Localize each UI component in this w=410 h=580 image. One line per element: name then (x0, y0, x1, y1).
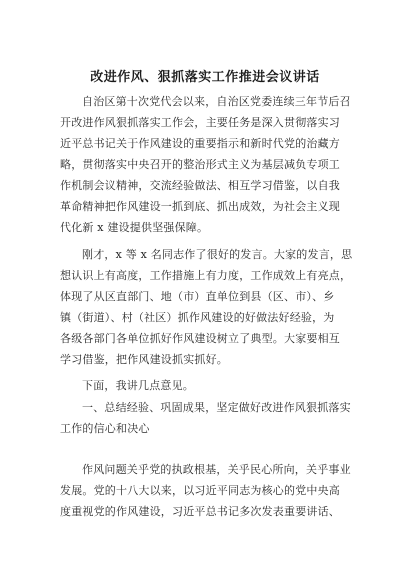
text-line: 革命精神把作风建设一抓到底、抓出成效，为社会主义现 (60, 200, 340, 213)
text-line: 作风问题关乎党的执政根基，关乎民心所向，关乎事业 (82, 463, 351, 476)
paragraph-2 (60, 244, 360, 370)
text-line: 度重视党的作风建设，习近平总书记多次发表重要讲话、 (60, 505, 340, 518)
text-line: 代化新 x 建设提供坚强保障。 (60, 221, 209, 234)
text-line: 近平总书记关于作风建设的重要指示和新时代党的治藏方 (60, 137, 340, 150)
text-line: 学习借鉴，把作风建设抓实抓好。 (60, 353, 228, 366)
text-line: 作机制会议精神，交流经验做法、相互学习借鉴，以自我 (60, 179, 340, 192)
text-line: 各级各部门各单位抓好作风建设树立了典型。大家要相互 (60, 332, 340, 345)
text-line: 刚才，x 等 x 名同志作了很好的发言。大家的发言，思 (82, 248, 353, 261)
text-line: 开改进作风狠抓落实工作会，主要任务是深入贯彻落实习 (60, 116, 340, 129)
text-line: 一、总结经验、巩固成果，坚定做好改进作风狠抓落实 (82, 401, 351, 414)
text-line: 略，贯彻落实中央召开的整治形式主义为基层减负专项工 (60, 158, 340, 171)
text-line: 工作的信心和决心 (60, 422, 150, 435)
text-line: 自治区第十次党代会以来，自治区党委连续三年节后召 (82, 95, 351, 108)
section-heading-1 (60, 397, 360, 439)
paragraph-1 (60, 91, 360, 238)
paragraph-4 (60, 459, 360, 522)
text-line: 体现了从区直部门、地（市）直单位到县（区、市）、乡 (60, 290, 335, 303)
document-title: 改进作风、狠抓落实工作推进会议讲话 (90, 70, 320, 85)
text-line: 发展。党的十八大以来，以习近平同志为核心的党中央高 (60, 484, 340, 497)
paragraph-3 (60, 375, 360, 396)
text-line: 下面，我讲几点意见。 (82, 379, 194, 392)
text-line: 想认识上有高度，工作措施上有力度，工作成效上有亮点， (60, 269, 352, 282)
text-line: 镇（街道）、村（社区）抓作风建设的好做法好经验，为 (60, 311, 335, 324)
